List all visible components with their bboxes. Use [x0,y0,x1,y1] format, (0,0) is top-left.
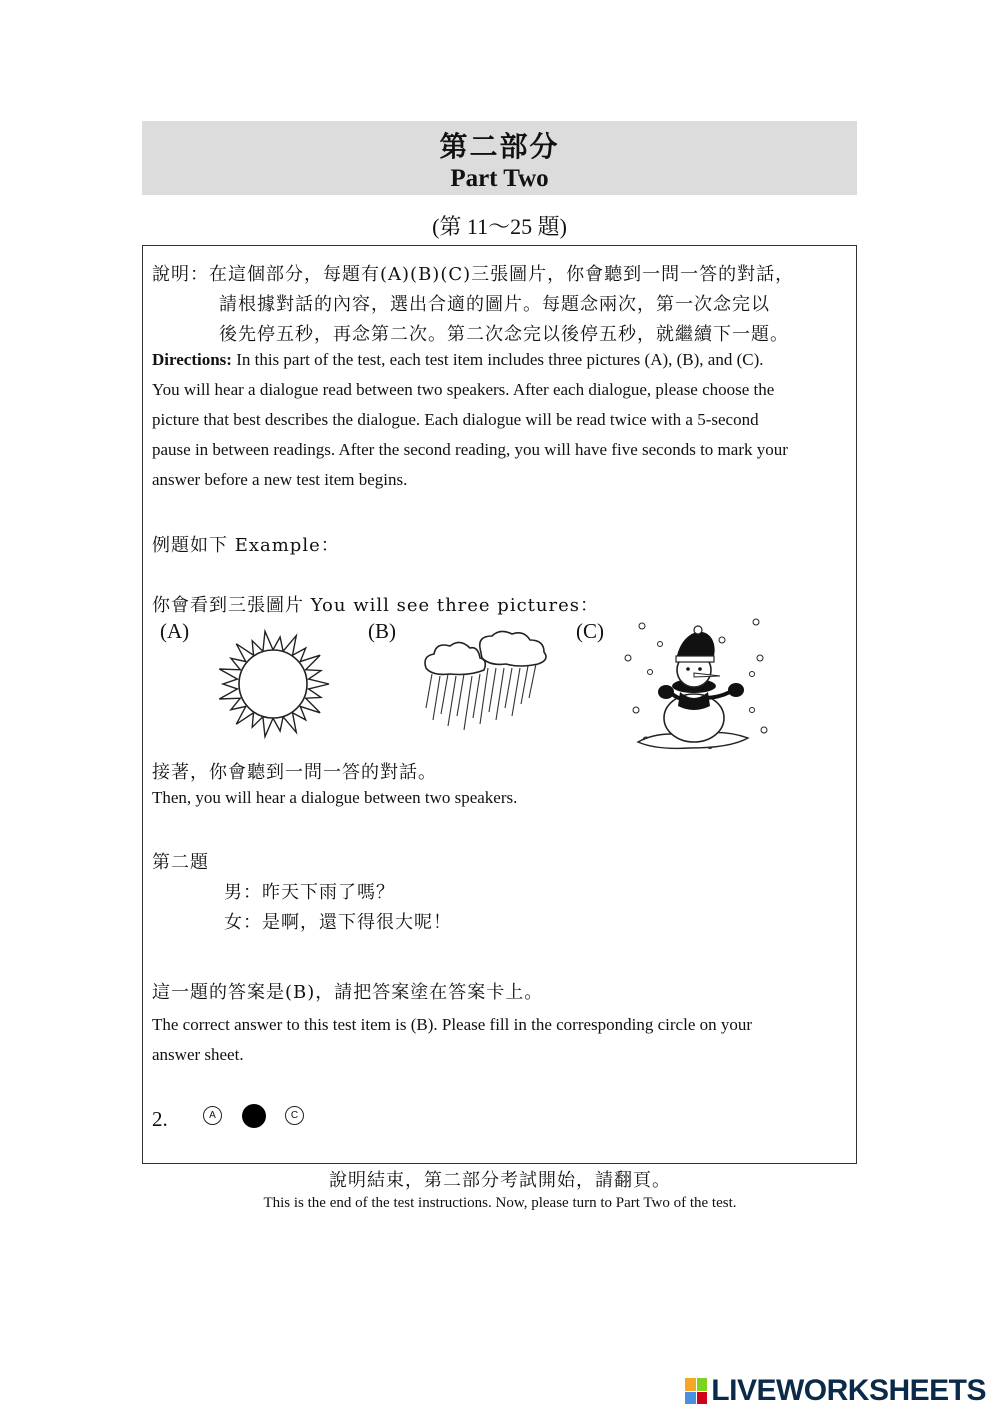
snowman-eye-left [686,667,690,671]
footer-en: This is the end of the test instructions. Now, please turn to Part Two of the test. [263,1195,737,1211]
hat-brim [676,656,714,662]
then-zh: 接著，你會聽到一問一答的對話。 [152,762,437,783]
question-label: 第二題 [152,852,209,873]
brand-name: LIVEWORKSHEETS [711,1374,986,1407]
directions-line4: pause in between readings. After the second reading, you will have five seconds to mark your [152,440,788,459]
dialogue-man: 男：昨天下雨了嗎？ [224,882,395,903]
snowman-mitten-left [658,685,674,699]
brand-logo-icon [685,1378,707,1404]
then-en: Then, you will hear a dialogue between two speakers. [152,788,518,807]
pictures-label: 你會看到三張圖片 You will see three pictures： [152,595,599,616]
directions-line2: You will hear a dialogue read between two speakers. After each dialogue, please choose the [152,380,775,399]
directions-label: Directions: [152,350,232,369]
title-chinese: 第二部分 [439,130,560,163]
title-english: Part Two [450,165,549,192]
instructions-zh-line1: 說明：在這個部分，每題有(A)(B)(C)三張圖片，你會聽到一問一答的對話， [152,264,795,285]
footer-zh: 說明結束，第二部分考試開始，請翻頁。 [329,1170,671,1191]
snowman-picture [620,614,772,752]
hat-pompom [694,626,702,634]
dialogue-woman: 女：是啊，還下得很大呢！ [224,912,452,933]
rain-cloud-picture [420,628,550,740]
option-c-label: (C) [576,619,604,643]
header-band [142,121,857,195]
liveworksheets-brand [685,1374,986,1408]
answer-bubble-c[interactable]: C [285,1106,304,1125]
cloud-back [480,631,546,666]
instructions-zh-line3: 後先停五秒，再念第二次。第二次念完以後停五秒，就繼續下一題。 [219,324,789,345]
instructions-zh-line2: 請根據對話的內容，選出合適的圖片。每題念兩次，第一次念完以 [219,294,770,315]
cloud-front [425,642,485,674]
answer-en-line1: The correct answer to this test item is (B). Please fill in the corresponding circle on your [152,1015,753,1034]
example-label: 例題如下 Example： [152,535,340,556]
answer-bubble-a[interactable]: A [203,1106,222,1125]
directions-line5: answer before a new test item begins. [152,470,408,489]
sun-disc [239,650,307,718]
directions-text1: In this part of the test, each test item includes three pictures (A), (B), and (C). [231,350,764,369]
question-range: (第 11～25 題) [432,214,567,239]
answer-en-line2: answer sheet. [152,1045,244,1064]
directions-line1 [152,350,764,370]
directions-line3: picture that best describes the dialogue. Each dialogue will be read twice with a 5-second [152,410,759,429]
answer-bubble-b-filled[interactable] [242,1104,266,1128]
item-number: 2. [152,1107,168,1131]
option-a-label: (A) [160,619,190,643]
sun-picture [208,626,338,742]
answer-zh: 這一題的答案是(B)，請把答案塗在答案卡上。 [152,982,544,1003]
option-b-label: (B) [368,619,396,643]
snowman-eye-right [698,667,702,671]
snowman-mitten-right [728,683,744,697]
